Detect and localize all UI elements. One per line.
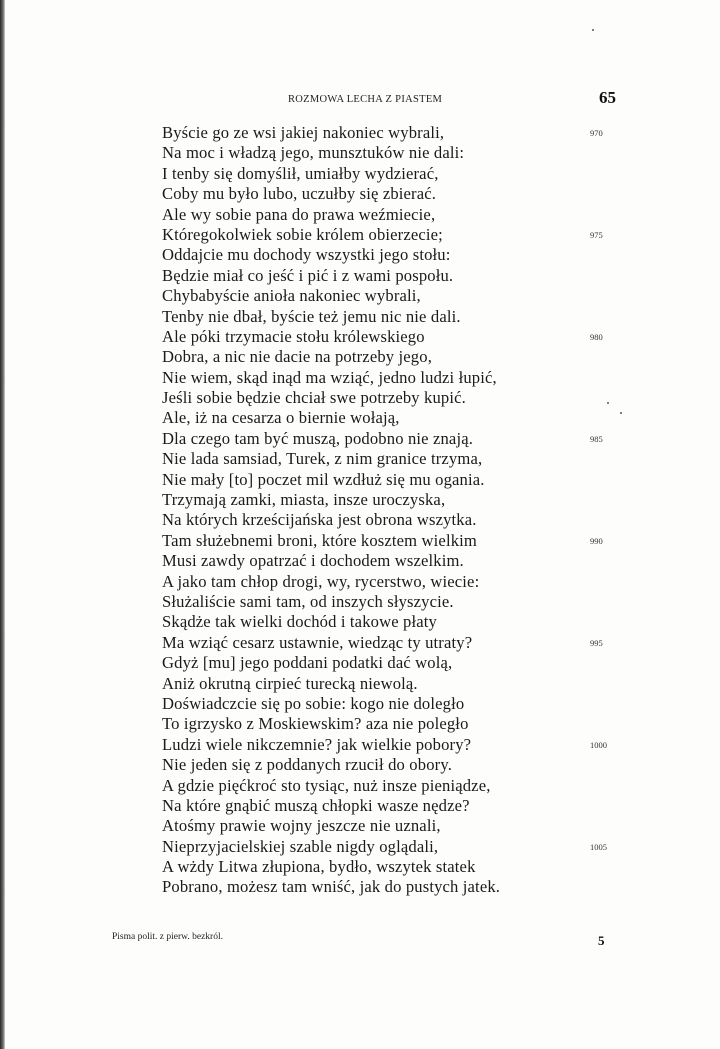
verse-line (0, 837, 720, 857)
verse-line-text: Tenby nie dbał, byście też jemu nic nie dali. (162, 306, 461, 326)
verse-line (0, 123, 720, 143)
running-head: ROZMOWA LECHA Z PIASTEM (288, 94, 443, 105)
verse-line-number: 990 (590, 535, 603, 546)
verse-line-text: Będzie miał co jeść i pić i z wami pospołu. (162, 265, 454, 285)
verse-line-number: 980 (590, 331, 603, 342)
verse-line (0, 551, 720, 571)
verse-line-text: Nie lada samsiad, Turek, z nim granice trzyma, (162, 449, 483, 469)
verse-line-text: Gdyż [mu] jego poddani podatki dać wolą, (162, 653, 453, 673)
verse-line (0, 796, 720, 816)
verse-line (0, 776, 720, 796)
verse-line-text: Trzymają zamki, miasta, insze uroczyska, (162, 490, 446, 510)
verse-line-text: Musi zawdy opatrzać i dochodem wszelkim. (162, 551, 464, 571)
verse-line (0, 572, 720, 592)
verse-line (0, 714, 720, 734)
verse-line (0, 143, 720, 163)
verse-line (0, 245, 720, 265)
verse-line-text: Ludzi wiele nikczemnie? jak wielkie pobory? (162, 734, 472, 754)
verse-line (0, 266, 720, 286)
signature-mark: 5 (598, 933, 605, 948)
verse-line-text: Ma wziąć cesarz ustawnie, wiedząc ty utraty? (162, 632, 473, 652)
verse-line-text: Ale wy sobie pana do prawa weźmiecie, (162, 204, 436, 224)
verse-line (0, 368, 720, 388)
verse-line-number: 985 (590, 433, 603, 444)
verse-line (0, 857, 720, 877)
verse-line (0, 449, 720, 469)
verse-line-number: 975 (590, 229, 603, 240)
verse-line-text: A jako tam chłop drogi, wy, rycerstwo, wiecie: (162, 571, 480, 591)
verse-line-text: Służaliście sami tam, od inszych słyszycie. (162, 591, 454, 611)
verse-line-text: Na których krześcijańska jest obrona wszytka. (162, 510, 477, 530)
verse-block (0, 123, 720, 898)
scan-speck (620, 412, 622, 414)
verse-line (0, 877, 720, 897)
verse-line-text: Nieprzyjacielskiej szable nigdy oglądali, (162, 836, 439, 856)
verse-line (0, 429, 720, 449)
verse-line-text: A wżdy Litwa złupiona, bydło, wszytek statek (162, 857, 476, 877)
verse-line-number: 970 (590, 128, 603, 138)
verse-line-text: A gdzie pięćkroć sto tysiąc, nuż insze pieniądze, (162, 775, 491, 795)
verse-line (0, 286, 720, 306)
verse-line (0, 408, 720, 428)
verse-line-number: 995 (590, 637, 603, 648)
verse-line-text: Ale póki trzymacie stołu królewskiego (162, 326, 425, 346)
verse-line-text: Tam służebnemi broni, które kosztem wielkim (162, 530, 477, 550)
scan-speck (592, 29, 594, 31)
verse-line-text: I tenby się domyślił, umiałby wydzierać, (162, 163, 439, 183)
verse-line-text: Nie wiem, skąd inąd ma wziąć, jedno ludzi łupić, (162, 367, 497, 387)
verse-line (0, 307, 720, 327)
verse-line-text: Któregokolwiek sobie królem obierzecie; (162, 224, 443, 244)
verse-line (0, 735, 720, 755)
verse-line-text: Coby mu było lubo, uczułby się zbierać. (162, 184, 437, 204)
verse-line (0, 612, 720, 632)
verse-line-number: 1005 (590, 841, 607, 852)
verse-line-text: Na które gnąbić muszą chłopki wasze nędze? (162, 795, 470, 815)
verse-line-text: Jeśli sobie będzie chciał swe potrzeby kupić. (162, 388, 466, 408)
verse-line (0, 184, 720, 204)
verse-line-text: Pobrano, możesz tam wniść, jak do pustych jatek. (162, 877, 501, 897)
verse-line (0, 225, 720, 245)
verse-line-text: Nie jeden się z poddanych rzucił do obory. (162, 755, 452, 775)
verse-line-text: To igrzysko z Moskiewskim? aza nie poległo (162, 714, 469, 734)
verse-line-text: Dla czego tam być muszą, podobno nie znają. (162, 428, 474, 448)
verse-line (0, 388, 720, 408)
verse-line (0, 490, 720, 510)
scan-speck (607, 402, 609, 404)
verse-line-text: Chybabyście anioła nakoniec wybrali, (162, 286, 421, 306)
verse-line-text: Atośmy prawie wojny jeszcze nie uznali, (162, 816, 441, 836)
page-number: 65 (599, 88, 616, 107)
verse-line (0, 470, 720, 490)
verse-line (0, 327, 720, 347)
verse-line (0, 205, 720, 225)
verse-line (0, 755, 720, 775)
verse-line (0, 510, 720, 530)
verse-line (0, 694, 720, 714)
verse-line (0, 674, 720, 694)
verse-line (0, 531, 720, 551)
verse-line-text: Byście go ze wsi jakiej nakoniec wybrali, (162, 123, 445, 142)
verse-line (0, 347, 720, 367)
verse-line (0, 653, 720, 673)
verse-line-text: Nie mały [to] poczet mil wzdłuż się mu ogania. (162, 469, 485, 489)
verse-line-text: Oddajcie mu dochody wszystki jego stołu: (162, 245, 451, 265)
verse-line-text: Aniż okrutną cirpieć turecką niewolą. (162, 673, 418, 693)
verse-line (0, 592, 720, 612)
footer-signature: Pisma polit. z pierw. bezkról. (112, 932, 223, 942)
verse-line-text: Doświadczcie się po sobie: kogo nie doległo (162, 693, 465, 713)
verse-line (0, 164, 720, 184)
verse-line-text: Na moc i władzą jego, munsztuków nie dali: (162, 143, 465, 163)
verse-line-number: 1000 (590, 739, 607, 750)
verse-line-text: Ale, iż na cesarza o biernie wołają, (162, 408, 400, 428)
verse-line (0, 816, 720, 836)
verse-line-text: Skądże tak wielki dochód i takowe płaty (162, 612, 437, 632)
verse-line-text: Dobra, a nic nie dacie na potrzeby jego, (162, 347, 433, 367)
verse-line (0, 633, 720, 653)
